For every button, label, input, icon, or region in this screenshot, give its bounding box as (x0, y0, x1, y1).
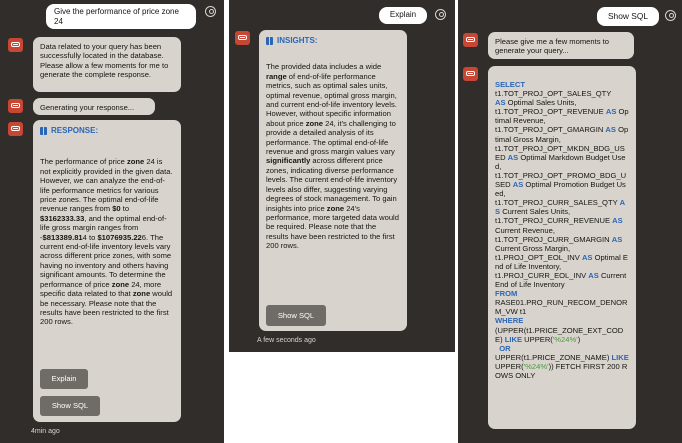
show-sql-button[interactable]: Show SQL (40, 396, 100, 416)
response-heading: RESPONSE: (40, 126, 174, 135)
bot-avatar-icon (463, 33, 478, 47)
generating-bubble (33, 98, 155, 115)
sql-code: SELECT t1.TOT_PROJ_OPT_SALES_QTY AS Optimal Sales Units, t1.TOT_PROJ_OPT_REVENUE AS Optimal Revenue, t1.TOT_PROJ_OPT_GMARGIN AS Optimal Gross Margin, t1.TOT_PROJ_OPT_MKDN_BDG_USED AS Optimal Markdown Budget Used, t1.TOT_PROJ_OPT_PROMO_BDG_USED AS Optimal Promotion Budget Used, t1.TOT_PROJ_CURR_SALES_QTY AS Current Sales Units, t1.TOT_PROJ_CURR_REVENUE AS Current Revenue, t1.TOT_PROJ_CURR_GMARGIN AS Current Gross Margin, t1.PROJ_OPT_EOL_INV AS Optimal End of Life Inventory, t1.PROJ_CURR_EOL_INV AS Current End of Life Inventory FROM RASE01.PRO_RUN_RECOM_DENORM_VW t1 WHERE (UPPER(t1.PRICE_ZONE_EXT_CODE) LIKE UPPER('%24%') OR UPPER(t1.PRICE_ZONE_NAME) LIKE UPPER('%24%')) FETCH FIRST 200 ROWS ONLY (495, 80, 629, 380)
sql-bubble (488, 66, 636, 429)
bot-avatar-icon (8, 122, 23, 136)
bot-avatar-icon (8, 99, 23, 113)
insights-heading: INSIGHTS: (266, 36, 400, 45)
explain-request-bubble: Explain (379, 7, 427, 24)
response-text: The performance of price zone 24 is not explicitly provided in the given data. However, we can analyze the end-of-life performance metrics for various price zones. The optimal end-of-life revenue ranges from $0 to $3162333.33, and the optimal end-of-life gross margin ranges from -$813389.814 to $1076935.226. The current end-of-life inventory levels vary across different price zones, with some having no inventory and others having significant amounts. To determine the performance of price zone 24, more specific data related to that zone would be necessary. Please note that the results have been restricted to the first 200 rows. (40, 157, 173, 327)
book-icon (40, 127, 47, 135)
bot-avatar-icon (8, 38, 23, 52)
message-timestamp: 4min ago (31, 428, 60, 435)
bot-avatar-icon (235, 31, 250, 45)
show-sql-request-bubble: Show SQL (597, 7, 659, 26)
user-avatar-icon (435, 9, 446, 20)
insights-text: The provided data includes a wide range of end-of-life performance metrics, such as optimal sales units, optimal revenue, optimal gross margin, and current end-of-life inventory levels. However, without specific information about price zone 24, it's challenging to provide a detailed analysis of its performance. The optimal end-of-life revenue and gross margin values vary significantly across different price zones, indicating diverse performance levels. The current end-of-life inventory levels also differ, suggesting varying degrees of stock management. To gain insights into price zone 24's performance, more targeted data would be required. Please note that the results have been restricted to the first 200 rows. (266, 62, 399, 251)
chat-panel-insights (229, 0, 455, 352)
insights-bubble (259, 30, 407, 331)
chat-panel-response (0, 0, 224, 443)
show-sql-button[interactable]: Show SQL (266, 305, 326, 326)
bot-status-text: Data related to your query has been successfully located in the database. Please allow a few moments for me to generate the complete response. (40, 42, 169, 80)
user-avatar-icon (665, 10, 676, 21)
user-message-bubble (46, 4, 196, 29)
user-avatar-icon (205, 6, 216, 17)
bot-avatar-icon (463, 67, 478, 81)
user-message-text: Give the performance of price zone 24 (54, 7, 179, 26)
wait-message-bubble (488, 32, 634, 59)
bot-status-bubble (33, 37, 181, 92)
message-timestamp: A few seconds ago (257, 337, 316, 344)
book-icon (266, 37, 273, 45)
generating-text: Generating your response... (40, 103, 135, 112)
response-bubble (33, 120, 181, 422)
chat-panel-sql (458, 0, 682, 443)
explain-button[interactable]: Explain (40, 369, 88, 389)
wait-message-text: Please give me a few moments to generate your query... (495, 37, 609, 56)
